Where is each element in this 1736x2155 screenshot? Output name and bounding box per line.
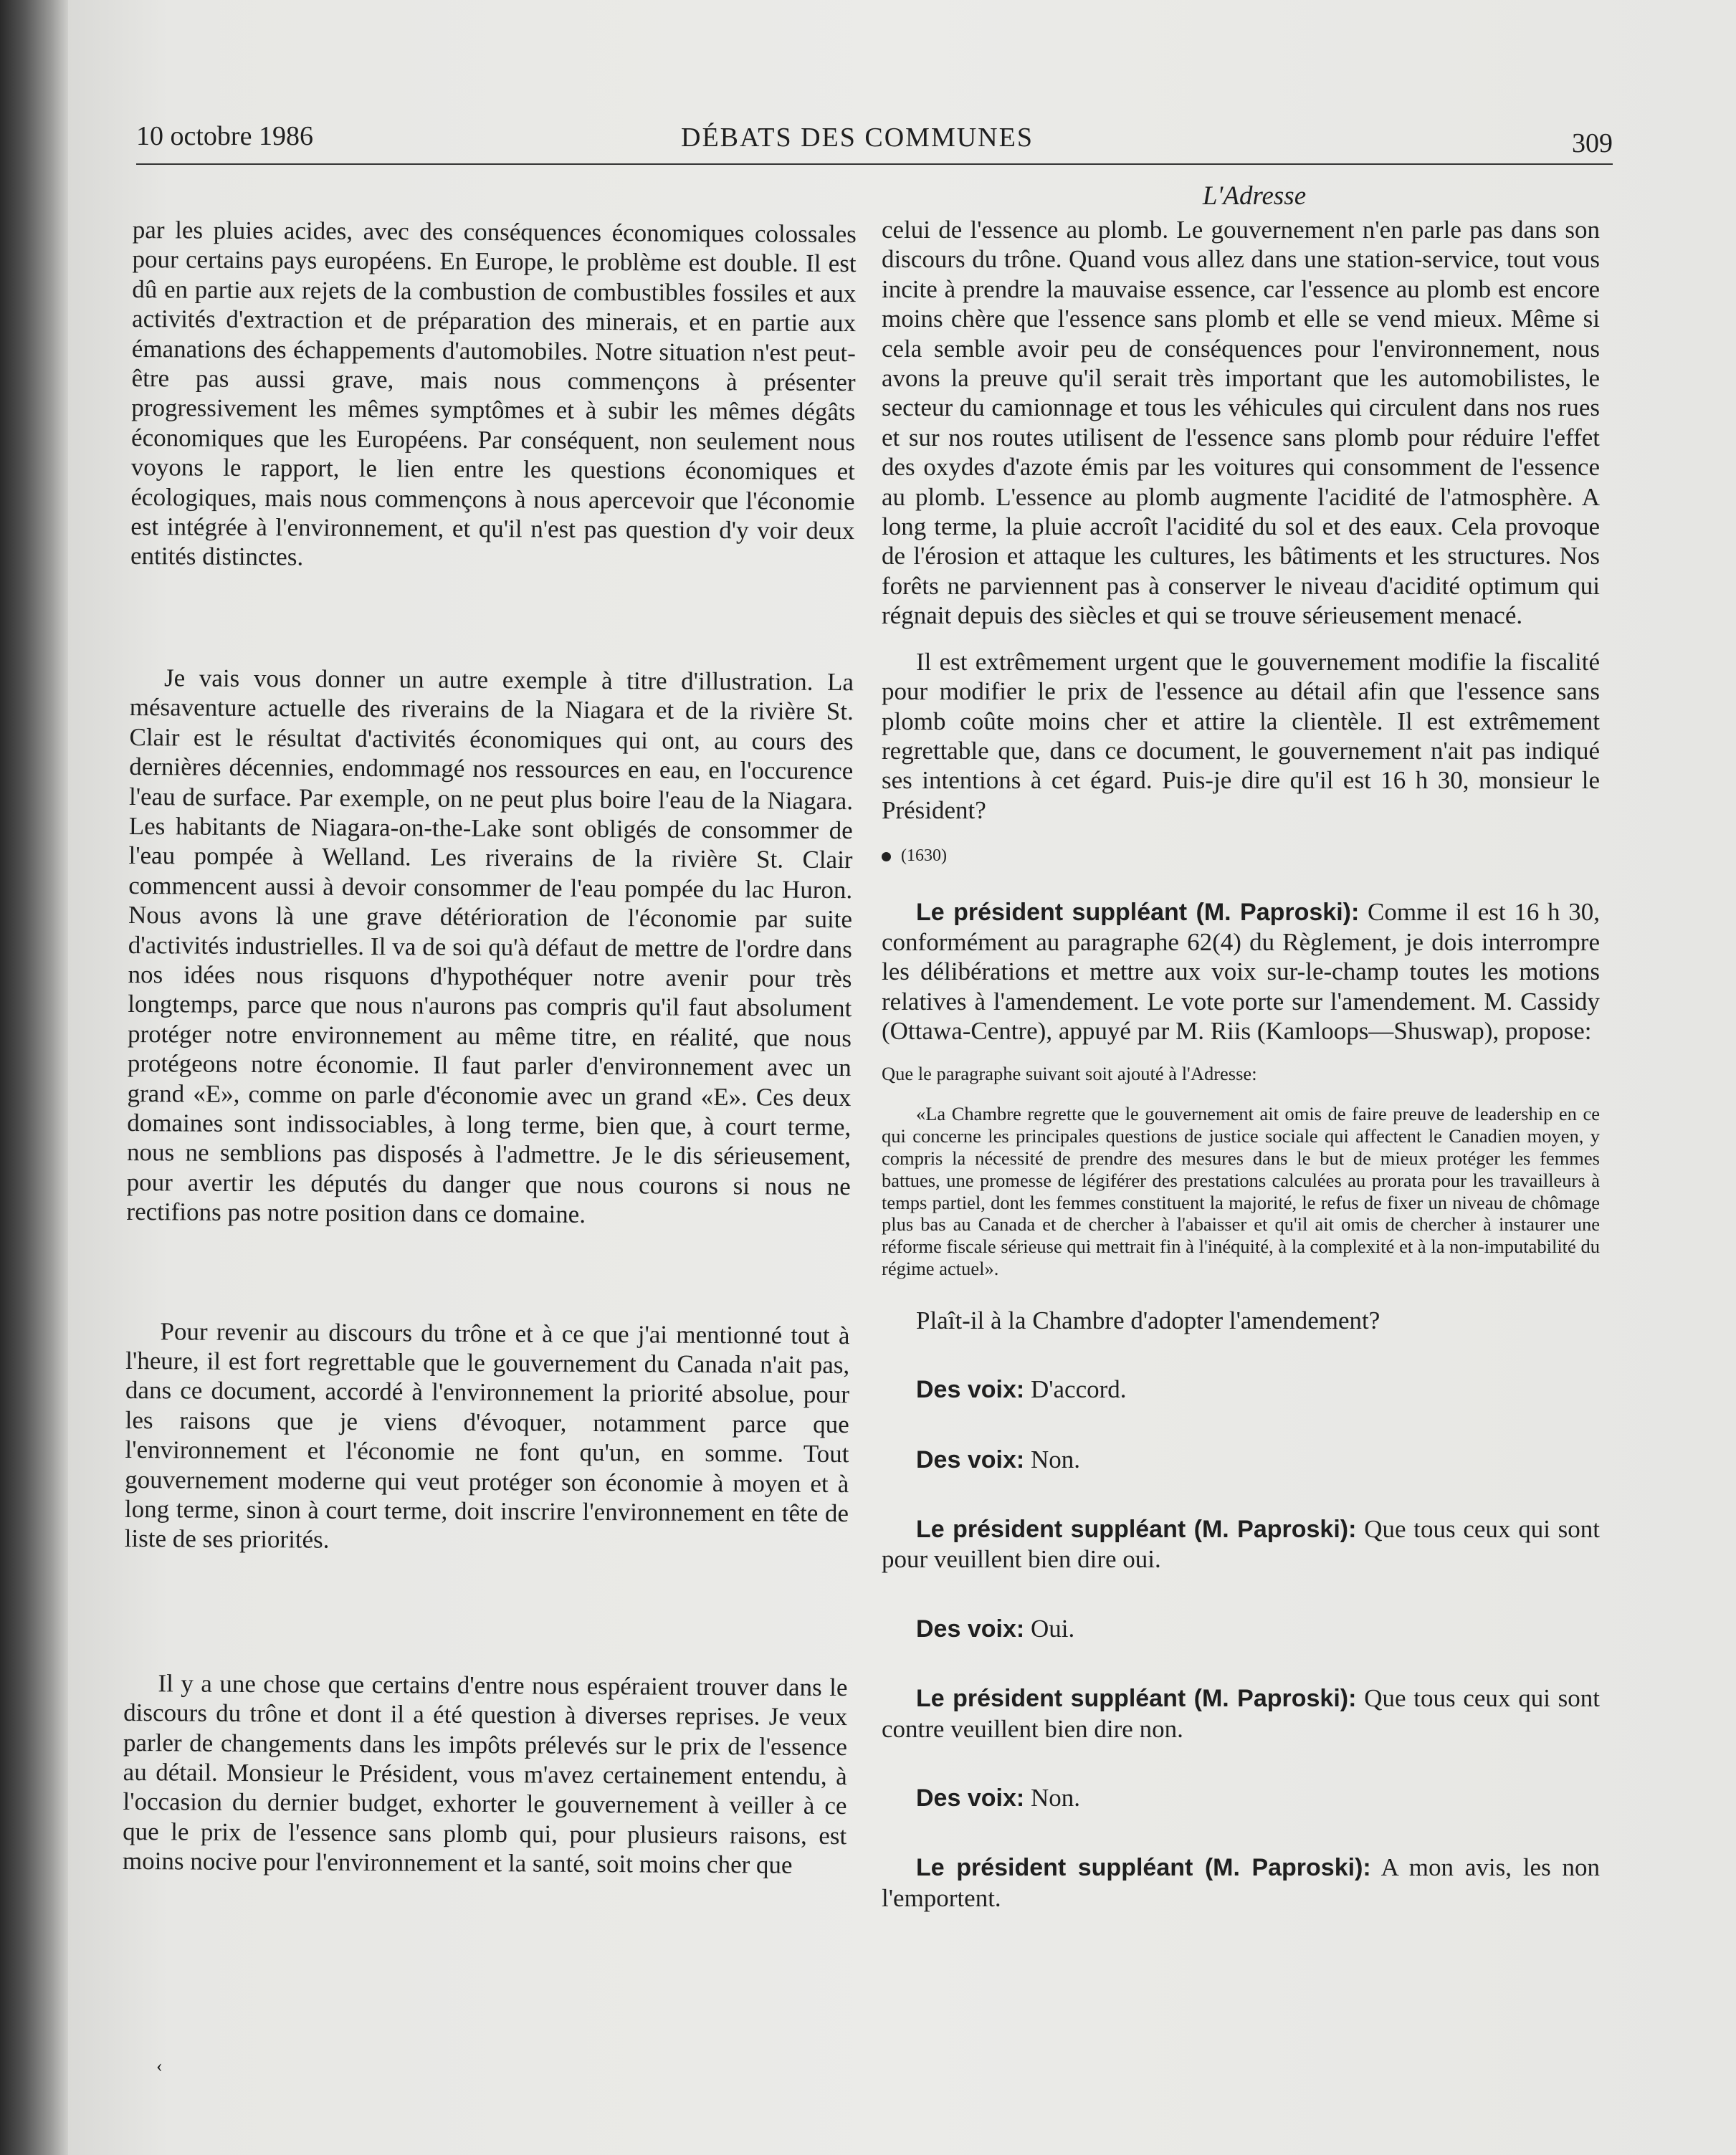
right-column bbox=[882, 215, 1600, 1913]
motion-intro: Que le paragraphe suivant soit ajouté à l'Adresse: bbox=[882, 1062, 1257, 1084]
voices-response bbox=[882, 1614, 1600, 1644]
book-spine-shadow bbox=[0, 0, 68, 2155]
speech bbox=[882, 1683, 1600, 1744]
left-column bbox=[123, 215, 857, 1881]
voices-response bbox=[882, 1375, 1600, 1405]
header-title: DÉBATS DES COMMUNES bbox=[681, 123, 1034, 153]
voices-response bbox=[882, 1783, 1600, 1813]
subject-heading: L'Adresse bbox=[1202, 181, 1307, 211]
question: Plaît-il à la Chambre d'adopter l'amendement? bbox=[916, 1306, 1380, 1334]
bullet-icon bbox=[882, 852, 891, 861]
speech bbox=[882, 1853, 1600, 1913]
paragraph: par les pluies acides, avec des conséquences économiques colossales pour certains pays européens. En Europe, le problème est double. Il est dû en partie aux rejets de la combustion de combustibles fossiles et aux activités d'extraction et de préparation des minerais, et en partie aux émanations des échappements d'automobiles. Notre situation n'est peut-être pas aussi grave, mais nous commençons à présenter progressivement les mêmes symptômes et à subir les mêmes dégâts économiques que les Européens. Par conséquent, non seulement nous voyons le rapport, le lien entre les questions économiques et écologiques, mais nous commençons à nous apercevoir que l'économie est intégrée à l'environnement, et qu'il n'est pas question d'y voir deux entités distinctes. bbox=[130, 215, 857, 571]
speech-text: Que tous ceux qui sont pour veuillent bien dire oui. bbox=[882, 1514, 1601, 1574]
speech-text: Oui. bbox=[1030, 1614, 1075, 1643]
speech bbox=[882, 1514, 1600, 1575]
margin-mark: ‹ bbox=[156, 2055, 163, 2076]
speaker-name: Des voix: bbox=[916, 1376, 1025, 1404]
speech bbox=[882, 897, 1600, 1046]
speaker-name: Le président suppléant (M. Paproski): bbox=[916, 898, 1360, 926]
speech-text: Non. bbox=[1030, 1445, 1080, 1473]
speech-text: Que tous ceux qui sont contre veuillent bien dire non. bbox=[882, 1684, 1601, 1743]
speaker-name: Des voix: bbox=[916, 1784, 1025, 1812]
motion-quote: «La Chambre regrette que le gouvernement ait omis de faire preuve de leadership en ce qui concerne les principales questions de justice sociale qui affectent le Canadien moyen, y compris la nécessité de prendre des mesures dans le but de mieux protéger les femmes battues, une promesse de légiférer des prestations calculées au prorata pour les travailleurs à temps partiel, dont les femmes constituent la majorité, le refus de fixer un niveau de chômage plus bas au Canada et de chercher à l'abaisser et qu'il ait omis de chercher à instaurer une réforme fiscale sérieuse qui mettrait fin à l'inéquité, à la complexité et à la non-imputabilité du régime actuel». bbox=[882, 1103, 1600, 1279]
speaker-name: Des voix: bbox=[916, 1446, 1025, 1473]
speaker-name: Le président suppléant (M. Paproski): bbox=[916, 1854, 1371, 1882]
speech-text: Non. bbox=[1030, 1783, 1080, 1812]
running-header bbox=[136, 107, 1613, 172]
time-marker-text: (1630) bbox=[901, 846, 947, 866]
voices-response bbox=[882, 1445, 1600, 1475]
paragraph: Pour revenir au discours du trône et à ce que j'ai mentionné tout à l'heure, il est fort regrettable que le gouvernement du Canada n'ait pas, dans ce document, accordé à l'environnement la priorité absolue, pour les raisons que je viens d'évoquer, notamment parce que l'environnement et l'économie ne font qu'un, en somme. Tout gouvernement moderne qui veut protéger son économie à moyen et à long terme, sinon à court terme, doit inscrire l'environnement en tête de liste de ses priorités. bbox=[124, 1317, 850, 1554]
paragraph: celui de l'essence au plomb. Le gouvernement n'en parle pas dans son discours du trône. Quand vous allez dans une station-service, tout vous incite à prendre la mauvaise essence, car l'essence au plomb est encore moins chère que l'essence sans plomb et elle se vend mieux. Même si cela semble avoir peu de conséquences pour l'environnement, nous avons la preuve qu'il serait très important que les automobilistes, le secteur du camionnage et tous les véhicules qui circulent dans nos rues et sur nos routes utilisent de l'essence sans plomb pour réduire l'effet des oxydes d'azote émis par les voitures qui consomment de l'essence au plomb. L'essence au plomb augmente l'acidité de l'atmosphère. A long terme, la pluie accroît l'acidité du sol et des eaux. Cela provoque de l'érosion et attaque les cultures, les bâtiments et les structures. Nos forêts ne parviennent pas à conserver le niveau d'acidité optimum qui régnait depuis des siècles et qui se trouve sérieusement menacé. bbox=[882, 216, 1600, 630]
speaker-name: Le président suppléant (M. Paproski): bbox=[916, 1685, 1357, 1713]
page-number: 309 bbox=[1572, 128, 1613, 158]
speech-text: D'accord. bbox=[1030, 1375, 1127, 1404]
speech-text: Comme il est 16 h 30, conformément au paragraphe 62(4) du Règlement, je dois interrompre les délibérations et mettre aux voix sur-le-champ toutes les motions relatives à l'amendement. Le vote porte sur l'amendement. M. Cassidy (Ottawa-Centre), appuyé par M. Riis (Kamloops—Shuswap), propose: bbox=[882, 897, 1601, 1046]
header-date: 10 octobre 1986 bbox=[136, 121, 313, 151]
time-marker bbox=[882, 841, 1600, 871]
paragraph: Il y a une chose que certains d'entre nous espéraient trouver dans le discours du trône et dont il a été question à diverses reprises. Je veux parler de changements dans les impôts prélevés sur le prix de l'essence au détail. Monsieur le Président, vous m'avez certainement entendu, à l'occasion du dernier budget, exhorter le gouvernement à veiller à ce que le prix de l'essence sans plomb qui, pour plusieurs raisons, est moins nocive pour l'environnement et la santé, soit moins cher que bbox=[122, 1669, 848, 1879]
speech-text: A mon avis, les non l'emportent. bbox=[882, 1853, 1601, 1912]
header-rule bbox=[136, 163, 1613, 165]
paragraph: Il est extrêmement urgent que le gouvernement modifie la fiscalité pour modifier le prix de l'essence au détail afin que l'essence sans plomb coûte moins cher et attire la clientèle. Il est extrêmement regrettable que, dans ce document, le gouvernement n'ait pas indiqué ses intentions à cet égard. Puis-je dire qu'il est 16 h 30, monsieur le Président? bbox=[882, 647, 1600, 824]
speaker-name: Des voix: bbox=[916, 1615, 1025, 1643]
paragraph: Je vais vous donner un autre exemple à titre d'illustration. La mésaventure actuelle des riverains de la Niagara et de la rivière St. Clair est le résultat d'activités économiques qui ont, au cours des dernières décennies, endommagé nos ressources en eau, en l'occurence l'eau de surface. Par exemple, on ne peut plus boire l'eau de la Niagara. Les habitants de Niagara-on-the-Lake sont obligés de consommer de l'eau pompée à Welland. Les riverains de la rivière St. Clair commencent aussi à devoir consommer de l'eau pompée du lac Huron. Nous avons là une grave détérioration de l'économie par suite d'activités industrielles. Il va de soi qu'à défaut de mettre de l'ordre dans nos idées nous risquons d'hypothéquer notre avenir pour très longtemps, parce que nous n'aurons pas compris qu'il faut absolument protéger notre environnement au même titre, en réalité, que nous protégeons notre économie. Il faut parler d'environnement avec un grand «E», comme on parle d'économie avec un grand «E». Ces deux domaines sont indissociables, à long terme, bien que, à court terme, nous ne semblions pas disposés à l'admettre. Je le dis sérieusement, pour avertir les députés du danger que nous courons si nous ne rectifions pas notre position dans ce domaine. bbox=[126, 664, 854, 1229]
speaker-name: Le président suppléant (M. Paproski): bbox=[916, 1515, 1357, 1543]
